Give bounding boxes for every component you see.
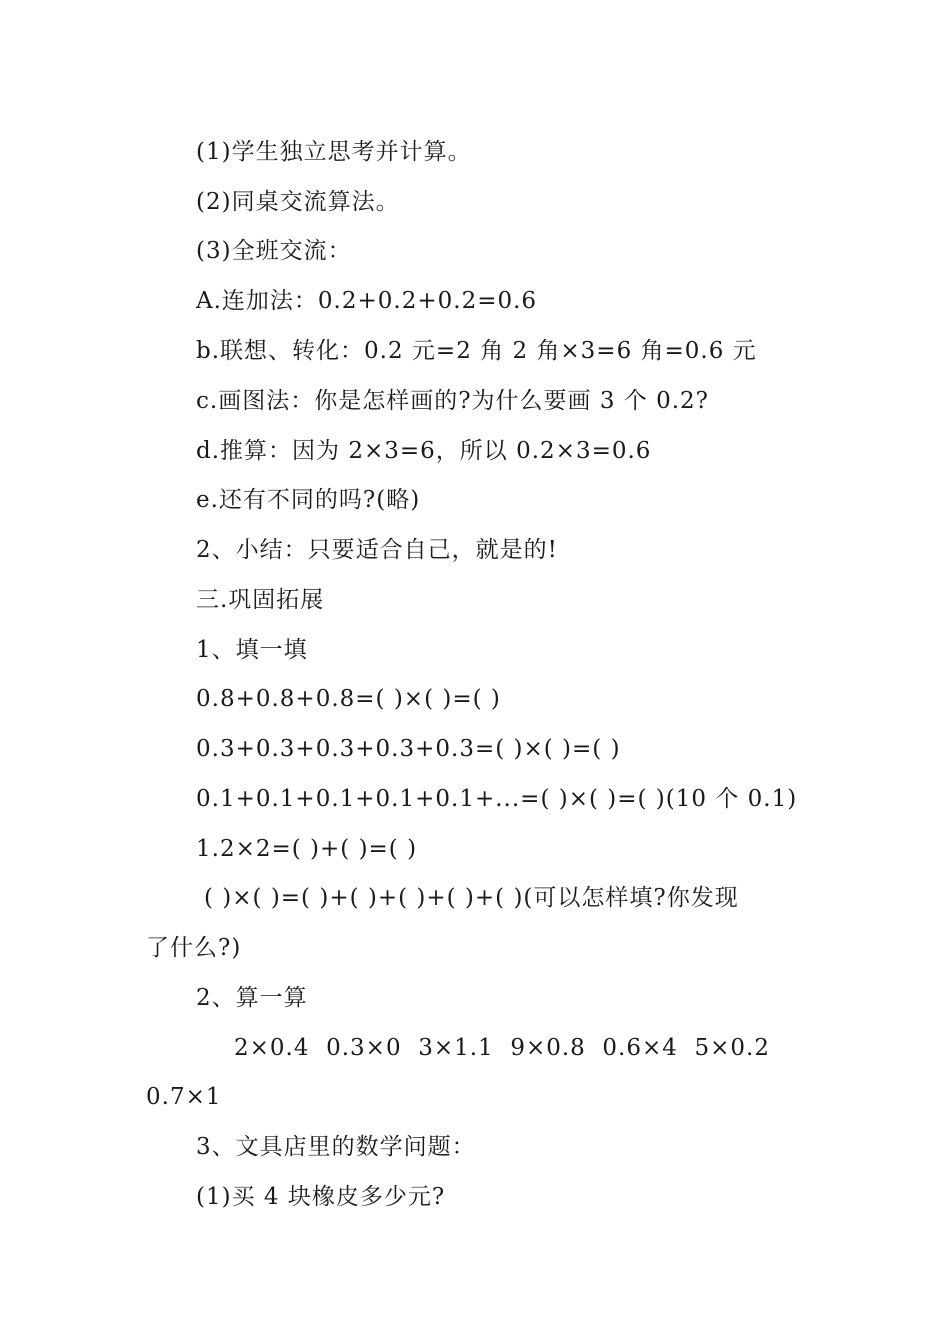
text-line: 3、文具店里的数学问题： (196, 1134, 476, 1160)
text-line: 了什么?) (146, 935, 242, 961)
text-line: 2、算一算 (196, 985, 308, 1011)
text-line: (3)全班交流： (196, 238, 352, 264)
text-line: A.连加法：0.2+0.2+0.2=0.6 (196, 288, 538, 314)
text-line: 0.8+0.8+0.8=( )×( )=( ) (196, 686, 501, 712)
text-line: e.还有不同的吗?(略) (196, 487, 421, 513)
text-line: 1、填一填 (196, 637, 308, 663)
text-line: (1)买 4 块橡皮多少元? (196, 1184, 446, 1210)
text-line: 2、小结：只要适合自己，就是的! (196, 537, 558, 563)
text-line: 2×0.4 0.3×0 3×1.1 9×0.8 0.6×4 5×0.2 (234, 1035, 771, 1061)
text-line: d.推算：因为 2×3=6，所以 0.2×3=0.6 (196, 438, 652, 464)
text-line: 0.3+0.3+0.3+0.3+0.3=( )×( )=( ) (196, 736, 621, 762)
text-line: c.画图法：你是怎样画的?为什么要画 3 个 0.2? (196, 388, 709, 414)
text-line: (1)学生独立思考并计算。 (196, 139, 472, 165)
text-line: b.联想、转化：0.2 元=2 角 2 角×3=6 角=0.6 元 (196, 338, 757, 364)
section-heading: 三.巩固拓展 (196, 587, 325, 613)
text-line: 1.2×2=( )+( )=( ) (196, 836, 418, 862)
text-line: 0.1+0.1+0.1+0.1+0.1+...=( )×( )=( )(10 个 0.1) (196, 786, 798, 812)
text-line: (2)同桌交流算法。 (196, 189, 400, 215)
text-line: ( )×( )=( )+( )+( )+( )+( )(可以怎样填?你发现 (204, 885, 739, 911)
text-line: 0.7×1 (146, 1084, 222, 1110)
